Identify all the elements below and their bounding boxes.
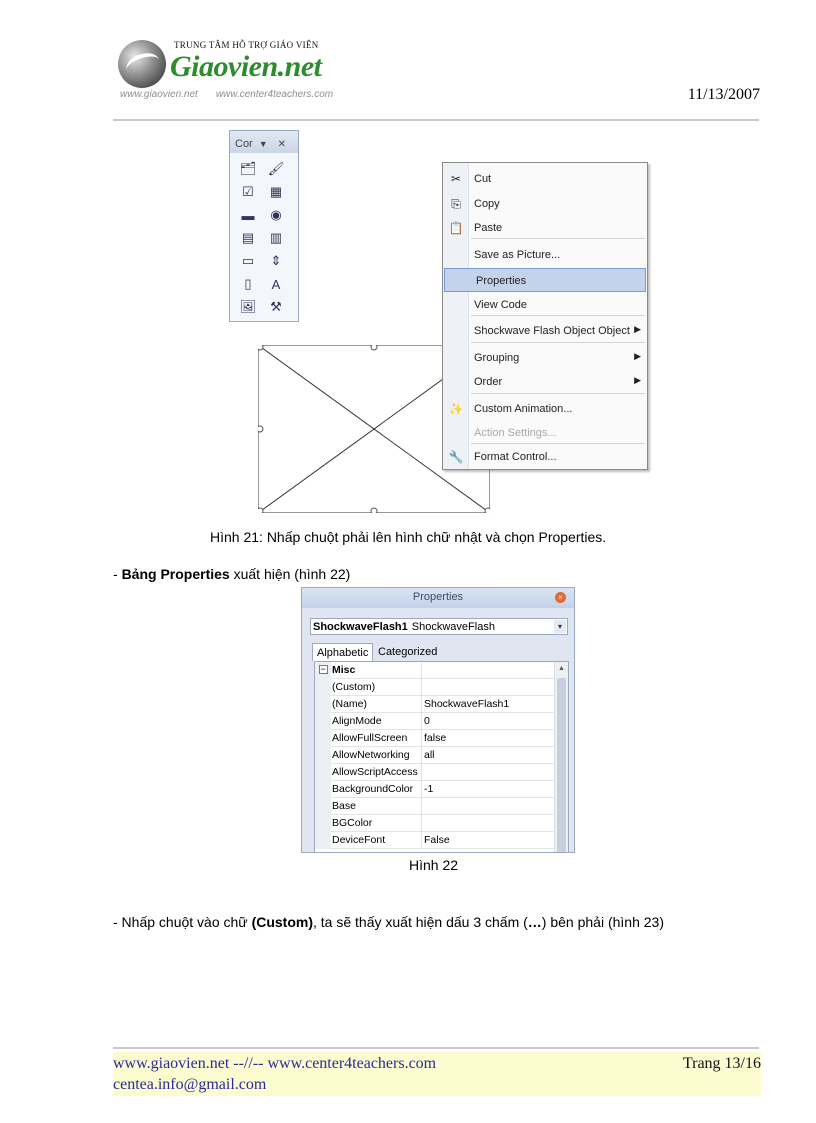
- resize-handle: [258, 345, 263, 350]
- property-name: DeviceFont: [332, 834, 386, 846]
- property-row[interactable]: [315, 798, 555, 815]
- property-name: AllowNetworking: [332, 749, 410, 761]
- menu-item-icon: [448, 425, 464, 441]
- toolbox-tool-icon[interactable]: 🖌: [267, 161, 285, 176]
- properties-titlebar[interactable]: [302, 588, 574, 608]
- menu-item-order[interactable]: [443, 370, 647, 394]
- object-name: ShockwaveFlash1: [313, 621, 408, 633]
- instruction-paragraph: [113, 914, 664, 930]
- menu-item-shockwave-flash-object-object[interactable]: [443, 319, 647, 343]
- property-name: (Name): [332, 698, 368, 710]
- chevron-down-icon[interactable]: ▼: [258, 139, 268, 149]
- intro-prefix: -: [113, 566, 122, 582]
- property-value[interactable]: 0: [421, 713, 555, 730]
- property-row[interactable]: [315, 730, 555, 747]
- menu-item-icon: [448, 297, 464, 313]
- toolbox-tool-icon[interactable]: ▭: [241, 253, 255, 268]
- property-name: BackgroundColor: [332, 783, 414, 795]
- toolbox-tool-icon[interactable]: 🖼: [239, 299, 257, 314]
- toolbox-tool-icon[interactable]: ▦: [269, 184, 283, 199]
- menu-separator: [471, 393, 645, 394]
- menu-item-icon: ⎘: [451, 197, 461, 211]
- toolbox-tool-icon[interactable]: ⚒: [270, 299, 282, 314]
- property-value[interactable]: [421, 798, 555, 815]
- property-grid: [314, 661, 569, 853]
- menu-item-label: Properties: [476, 275, 527, 287]
- menu-item-icon: [448, 374, 464, 390]
- menu-separator: [471, 342, 645, 343]
- close-icon[interactable]: ✕: [277, 138, 287, 150]
- tab-categorized[interactable]: Categorized: [378, 646, 438, 658]
- menu-item-icon: [448, 350, 464, 366]
- toolbox-tool-icon[interactable]: ☑: [242, 184, 254, 199]
- properties-window: [301, 587, 575, 853]
- menu-item-label: Save as Picture...: [474, 249, 561, 261]
- figure-22-caption: Hình 22: [409, 857, 459, 873]
- menu-item-format-control[interactable]: [443, 445, 647, 469]
- giaovien-logo: [118, 38, 378, 102]
- context-menu: [442, 162, 648, 470]
- category-label: Misc: [332, 664, 356, 676]
- logo-brand: Giaovien.net: [170, 50, 322, 83]
- logo-websites: [120, 89, 333, 100]
- scroll-up-icon[interactable]: ▲: [558, 665, 565, 672]
- property-name: Base: [332, 800, 356, 812]
- property-row[interactable]: [315, 815, 555, 832]
- menu-separator: [471, 315, 645, 316]
- property-row[interactable]: [315, 747, 555, 764]
- toolbox-tool-icon[interactable]: ▬: [241, 207, 255, 223]
- property-value[interactable]: [421, 764, 555, 781]
- resize-handle: [258, 426, 263, 432]
- header-date: 11/13/2007: [687, 86, 760, 103]
- property-name: AlignMode: [332, 715, 382, 727]
- property-value[interactable]: -1: [421, 781, 555, 798]
- menu-item-copy[interactable]: [443, 192, 647, 216]
- menu-item-label: View Code: [474, 299, 527, 311]
- toolbox-tool-icon[interactable]: ▥: [269, 230, 283, 245]
- menu-item-label: Order: [474, 376, 503, 388]
- toolbox-tool-icon[interactable]: ▤: [241, 230, 255, 245]
- menu-item-label: Copy: [474, 198, 500, 210]
- globe-icon: [118, 40, 166, 88]
- submenu-arrow-icon: ▶: [634, 351, 641, 361]
- resize-handle: [258, 508, 263, 513]
- property-value[interactable]: [421, 679, 555, 696]
- chevron-down-icon[interactable]: ▾: [554, 620, 566, 633]
- submenu-arrow-icon: ▶: [634, 375, 641, 385]
- menu-item-icon: 🔧: [448, 450, 464, 464]
- menu-item-view-code[interactable]: [443, 293, 647, 317]
- menu-item-cut[interactable]: [443, 167, 647, 191]
- logo-site-2: www.center4teachers.com: [215, 89, 334, 100]
- intro-paragraph: [113, 566, 350, 582]
- resize-handle: [371, 508, 377, 513]
- toolbox-titlebar[interactable]: [230, 131, 298, 153]
- logo-site-1: www.giaovien.net: [120, 89, 198, 100]
- control-toolbox: [229, 130, 299, 322]
- property-name: BGColor: [332, 817, 373, 829]
- menu-item-icon: [448, 247, 464, 263]
- footer-email[interactable]: centea.info@gmail.com: [113, 1076, 267, 1093]
- figure-21: [229, 128, 648, 516]
- menu-separator: [471, 443, 645, 444]
- page-number: Trang 13/16: [682, 1055, 761, 1072]
- toolbox-tool-icon[interactable]: A: [271, 276, 281, 292]
- tab-alphabetic[interactable]: Alphabetic: [312, 643, 373, 661]
- object-type: ShockwaveFlash: [411, 621, 495, 633]
- menu-item-label: Format Control...: [474, 451, 557, 463]
- intro-rest: xuất hiện (hình 22): [229, 566, 351, 582]
- menu-item-icon: ✨: [448, 402, 464, 416]
- header-divider: [113, 119, 759, 121]
- footer-websites[interactable]: www.giaovien.net --//-- www.center4teachers.com: [113, 1055, 437, 1072]
- intro-bold: Bảng Properties: [121, 566, 230, 582]
- category-row[interactable]: [315, 662, 555, 679]
- menu-item-label: Action Settings...: [474, 427, 557, 439]
- resize-handle: [371, 345, 377, 350]
- menu-item-label: Grouping: [474, 352, 520, 364]
- property-value[interactable]: all: [421, 747, 555, 764]
- instruction-bold: (Custom): [251, 914, 313, 930]
- menu-item-custom-animation[interactable]: [443, 397, 647, 421]
- menu-item-grouping[interactable]: [443, 346, 647, 370]
- toolbox-tool-icon[interactable]: ▯: [244, 276, 252, 291]
- instruction-middle: , ta sẽ thấy xuất hiện dấu 3 chấm (: [313, 914, 528, 930]
- menu-item-label: Shockwave Flash Object Object: [474, 325, 630, 337]
- property-row[interactable]: [315, 832, 555, 849]
- toolbox-tool-icon[interactable]: ◉: [270, 207, 282, 222]
- menu-item-icon: 📋: [448, 221, 464, 235]
- menu-item-save-as-picture[interactable]: [443, 243, 647, 267]
- menu-item-icon: [450, 273, 466, 289]
- property-value[interactable]: ShockwaveFlash1: [421, 696, 555, 713]
- close-icon[interactable]: ×: [555, 592, 566, 603]
- page-footer: [113, 1052, 761, 1096]
- instruction-suffix: ) bên phải (hình 23): [541, 914, 664, 930]
- menu-item-icon: ✂: [450, 172, 462, 186]
- property-name: AllowScriptAccess: [332, 766, 418, 778]
- property-name: (Custom): [332, 681, 376, 693]
- property-value[interactable]: false: [421, 730, 555, 747]
- vertical-scrollbar[interactable]: [554, 662, 568, 853]
- submenu-arrow-icon: ▶: [634, 324, 641, 334]
- menu-item-label: Custom Animation...: [474, 403, 573, 415]
- property-row[interactable]: [315, 679, 555, 696]
- menu-item-label: Paste: [474, 222, 503, 234]
- object-selector[interactable]: [310, 618, 568, 635]
- resize-handle: [485, 508, 490, 513]
- property-row[interactable]: [315, 713, 555, 730]
- menu-item-action-settings[interactable]: [443, 421, 647, 445]
- menu-separator: [471, 238, 645, 239]
- properties-title: Properties: [412, 591, 464, 603]
- property-row[interactable]: [315, 764, 555, 781]
- instruction-dots: …: [527, 914, 542, 930]
- property-name: AllowFullScreen: [332, 732, 408, 744]
- figure-21-caption: Hình 21: Nhấp chuột phải lên hình chữ nhật và chọn Properties.: [210, 529, 607, 545]
- property-row[interactable]: [315, 696, 555, 713]
- instruction-prefix: - Nhấp chuột vào chữ: [113, 914, 252, 930]
- scroll-thumb[interactable]: [557, 678, 566, 853]
- toolbox-tools: [230, 153, 298, 317]
- collapse-icon[interactable]: −: [320, 664, 326, 674]
- toolbox-tool-icon[interactable]: ⇕: [270, 253, 282, 268]
- property-value[interactable]: [421, 815, 555, 832]
- menu-item-paste[interactable]: [443, 216, 647, 240]
- logo-tagline: TRUNG TÂM HỖ TRỢ GIÁO VIÊN: [174, 40, 319, 50]
- toolbox-tool-icon[interactable]: 🗂: [239, 161, 257, 176]
- property-row[interactable]: [315, 781, 555, 798]
- menu-item-label: Cut: [474, 173, 492, 185]
- menu-item-properties[interactable]: [444, 268, 646, 292]
- toolbox-title: Cor: [235, 138, 253, 150]
- property-value[interactable]: False: [421, 832, 555, 849]
- footer-divider: [113, 1047, 759, 1049]
- menu-item-icon: [448, 323, 464, 339]
